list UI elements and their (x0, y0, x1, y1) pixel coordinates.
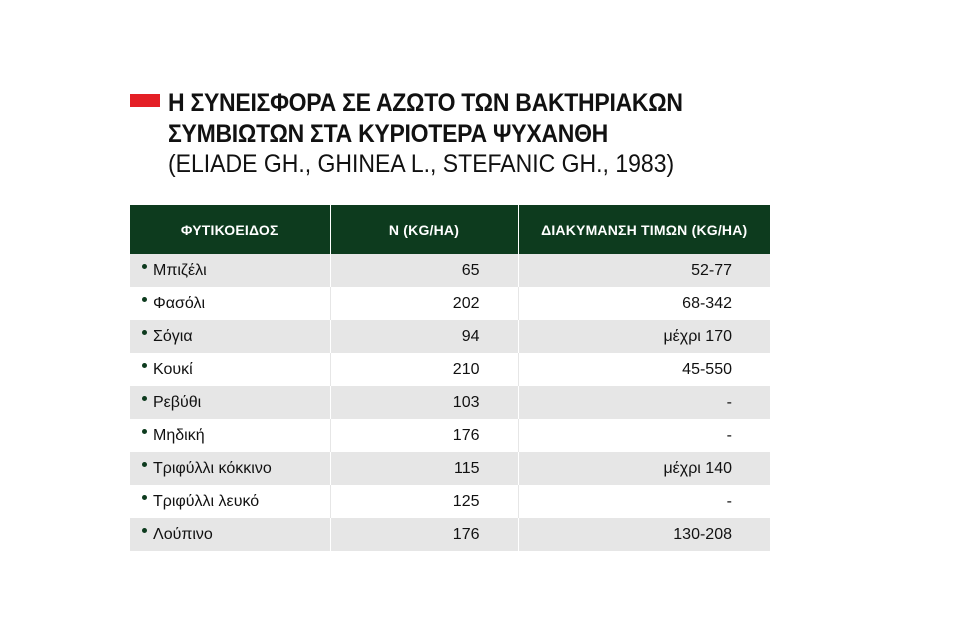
bullet-icon (142, 330, 147, 335)
title-block (130, 88, 830, 150)
species-cell (130, 287, 330, 320)
species-cell (130, 254, 330, 287)
n-value: 176 (330, 518, 518, 551)
table-row (130, 518, 770, 551)
table-row (130, 419, 770, 452)
species-name: Τριφύλλι λευκό (153, 492, 260, 510)
species-name: Σόγια (153, 327, 193, 345)
header-n: Ν (KG/HA) (330, 205, 518, 254)
nitrogen-table (130, 205, 770, 551)
range-value: 68-342 (518, 287, 770, 320)
range-value: 52-77 (518, 254, 770, 287)
n-value: 125 (330, 485, 518, 518)
species-cell (130, 485, 330, 518)
n-value: 202 (330, 287, 518, 320)
species-cell (130, 452, 330, 485)
n-value: 94 (330, 320, 518, 353)
species-cell (130, 419, 330, 452)
species-name: Μπιζέλι (153, 261, 207, 279)
table-row (130, 386, 770, 419)
bullet-icon (142, 528, 147, 533)
species-cell (130, 386, 330, 419)
n-value: 176 (330, 419, 518, 452)
species-cell (130, 353, 330, 386)
species-name: Τριφύλλι κόκκινο (153, 459, 272, 477)
header-range: ΔΙΑΚΥΜΑΝΣΗ ΤΙΜΩΝ (KG/HA) (518, 205, 770, 254)
species-name: Λούπινο (153, 525, 213, 543)
bullet-icon (142, 429, 147, 434)
range-value: μέχρι 140 (518, 452, 770, 485)
table-row (130, 452, 770, 485)
species-name: Κουκί (153, 360, 193, 378)
table-row (130, 287, 770, 320)
bullet-icon (142, 495, 147, 500)
header-species: ΦΥΤΙΚΟΕΙΔΟΣ (130, 205, 330, 254)
range-value: 130-208 (518, 518, 770, 551)
bullet-icon (142, 363, 147, 368)
species-cell (130, 320, 330, 353)
range-value: - (518, 485, 770, 518)
table-row (130, 320, 770, 353)
table-header (130, 205, 770, 254)
bullet-icon (142, 396, 147, 401)
n-value: 65 (330, 254, 518, 287)
range-value: μέχρι 170 (518, 320, 770, 353)
page-subtitle: (ELIADE GH., GHINEA L., STEFANIC GH., 1983) (168, 150, 675, 178)
species-name: Ρεβύθι (153, 393, 202, 411)
page-title (168, 88, 777, 150)
range-value: 45-550 (518, 353, 770, 386)
title-line-2: ΣΥΜΒΙΩΤΩΝ ΣΤΑ ΚΥΡΙΟΤΕΡΑ ΨΥΧΑΝΘΗ (168, 120, 609, 148)
range-value: - (518, 386, 770, 419)
title-line-1: Η ΣΥΝΕΙΣΦΟΡΑ ΣΕ ΑΖΩΤΟ ΤΩΝ ΒΑΚΤΗΡΙΑΚΩΝ (168, 89, 683, 117)
table-row (130, 353, 770, 386)
n-value: 115 (330, 452, 518, 485)
n-value: 210 (330, 353, 518, 386)
table-body (130, 254, 770, 551)
bullet-icon (142, 462, 147, 467)
species-name: Μηδική (153, 426, 205, 444)
table-row (130, 254, 770, 287)
header-row (130, 205, 770, 254)
bullet-icon (142, 264, 147, 269)
bullet-icon (142, 297, 147, 302)
species-cell (130, 518, 330, 551)
species-name: Φασόλι (153, 294, 206, 312)
title-marker (130, 94, 160, 107)
n-value: 103 (330, 386, 518, 419)
range-value: - (518, 419, 770, 452)
table-row (130, 485, 770, 518)
